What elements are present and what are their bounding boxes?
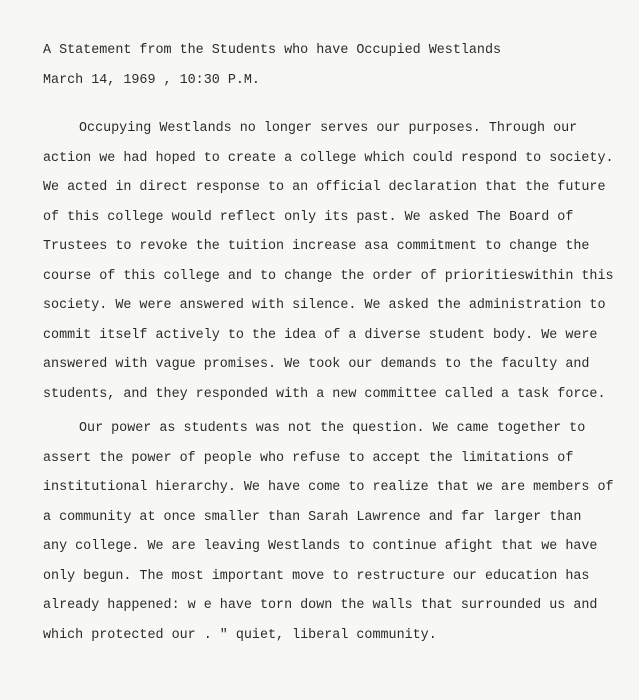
document-dateline: March 14, 1969 , 10:30 P.M. bbox=[43, 73, 260, 88]
paragraph-line: any college. We are leaving Westlands to continue afight that we have bbox=[43, 539, 598, 554]
paragraph-line: Occupying Westlands no longer serves our purposes. Through our bbox=[79, 121, 578, 136]
paragraph-line: of this college would reflect only its past. We asked The Board of bbox=[43, 209, 574, 225]
paragraph-line: Our power as students was not the question. We came together to bbox=[79, 421, 586, 436]
paragraph-line: already happened: w e have torn down the walls that surrounded us and bbox=[43, 598, 598, 613]
paragraph-line: action we had hoped to create a college which could respond to society. bbox=[43, 150, 614, 166]
document-title: A Statement from the Students who have Occupied Westlands bbox=[43, 43, 502, 58]
paragraph-line: assert the power of people who refuse to accept the limitations of bbox=[43, 450, 574, 466]
paragraph-line: a community at once smaller than Sarah Lawrence and far larger than bbox=[43, 509, 582, 525]
paragraph-line: Trustees to revoke the tuition increase asa commitment to change the bbox=[43, 239, 590, 254]
paragraph-line: commit itself actively to the idea of a diverse student body. We were bbox=[43, 327, 598, 343]
paragraph-line: answered with vague promises. We took our demands to the faculty and bbox=[43, 357, 590, 372]
paragraph-line: only begun. The most important move to restructure our education has bbox=[43, 568, 590, 584]
paragraph-1 bbox=[43, 114, 614, 409]
paragraph-line: institutional hierarchy. We have come to realize that we are members of bbox=[43, 480, 614, 495]
paragraph-line: course of this college and to change the order of prioritieswithin this bbox=[43, 268, 614, 284]
paragraph-line: students, and they responded with a new committee called a task force. bbox=[43, 386, 606, 402]
paragraph-line: society. We were answered with silence. We asked the administration to bbox=[43, 298, 606, 313]
paragraph-2 bbox=[43, 414, 614, 650]
paragraph-line: We acted in direct response to an official declaration that the future bbox=[43, 180, 606, 195]
paragraph-line: which protected our . " quiet, liberal community. bbox=[43, 627, 437, 643]
